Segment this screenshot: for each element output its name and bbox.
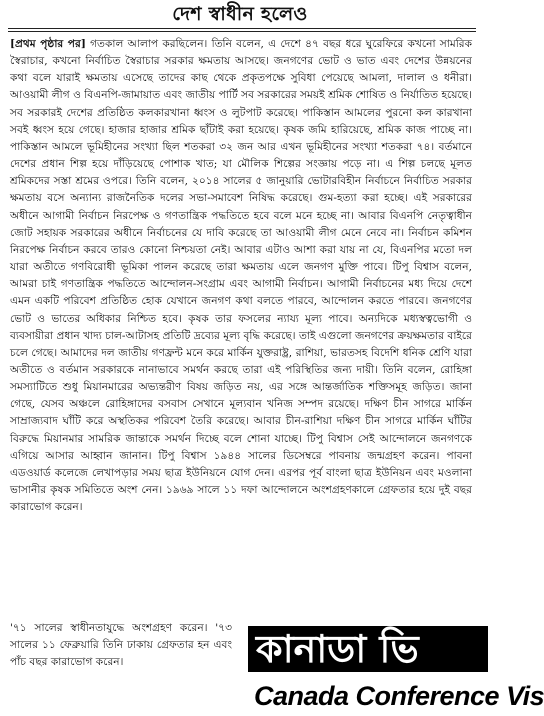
headline-rule-top: [8, 28, 476, 29]
advertisement-bengali-heading: কানাডা ভি: [248, 626, 488, 672]
advertisement: [248, 626, 544, 716]
headline-rule-bottom: [8, 31, 476, 32]
headline: দেশ স্বাধীন হলেও: [172, 3, 308, 25]
article-paragraph: [10, 36, 472, 516]
article-body: [10, 36, 472, 516]
article-tail: '৭১ সালের স্বাধীনতাযুদ্ধে অংশগ্রহণ করেন। '৭৩ সালের ১১ ফেব্রুয়ারি তিনি ঢাকায় গ্রেফতার হন এবং পাঁচ বছর কারাভোগ করেন।: [10, 622, 232, 669]
article-text: গতকাল আলাপ করছিলেন। তিনি বলেন, এ দেশে ৪৭ বছর ধরে ঘুরেফিরে কখনো সামরিক স্বৈরাচার, কখনো নির্বাচিত স্বৈরাচার সরকার ক্ষমতায় আসছে। জনগণের ভোট ও ভাত এবং দেশের উন্নয়নের কথা বলে যারাই ক্ষমতায় এসেছে তাদের কাছ থেকে প্রকৃতপক্ষে সুবিধা পেয়েছে আমলা, দালাল ও ধনীরা। আওয়ামী লীগ ও বিএনপি-জামায়াত এবং জাতীয় পার্টি সব সরকারের সময়ই শ্রমিক শোষিত ও নির্যাতিত হয়েছে। সব সরকারই দেশের প্রতিষ্ঠিত কলকারখানা ধ্বংস ও লুটপাট করেছে। পাকিস্তান আমলের পুরনো কল কারখানা সবই ধ্বংস হয়ে গেছে। হাজার হাজার শ্রমিক ছাঁটাই করা হয়েছে। কৃষক জমি হারিয়েছে, শ্রমিক কাজ পাচ্ছে না। পাকিস্তান আমলে ভূমিহীনের সংখ্যা ছিল শতকরা ৩২ জন আর এখন ভূমিহীনের সংখ্যা শতকরা ৭৪। বর্তমানে দেশের প্রধান শিল্প হয়ে দাঁড়িয়েছে পোশাক খাত; যা মৌলিক শিল্পের সংজ্ঞায় পড়ে না। এ শিল্প চলছে মূলত শ্রমিকদের সস্তা শ্রমের ওপরে। তিনি বলেন, ২০১৪ সালের ৫ জানুয়ারি ভোটারবিহীন নির্বাচনে নির্বাচিত সরকার ক্ষমতায় বসে অন্যান্য রাজনৈতিক দলের সভা-সমাবেশ নিষিদ্ধ করেছে। গুম-হত্যা করা হচ্ছে। এই সরকারের অধীনে আগামী নির্বাচন নিরপেক্ষ ও গণতান্ত্রিক পদ্ধতিতে হবে বলে মনে হচ্ছে না। আবার বিএনপি নেতৃত্বাধীন জোট সহায়ক সরকারের অধীনে নির্বাচনের যে দাবি করেছে তা আওয়ামী লীগ মেনে নেবে না। নির্বাচন কমিশন নিরপেক্ষ নির্বাচন করবে তারও কোনো নিশ্চয়তা নেই। আবার এটাও আশা করা যায় না যে, বিএনপির মতো দল যারা অতীতে গণবিরোধী ভূমিকা পালন করেছে তারা ক্ষমতায় এলে জনগণ মুক্তি পাবে। টিপু বিশ্বাস বলেন, আমরা চাই গণতান্ত্রিক পদ্ধতিতে আন্দোলন-সংগ্রাম এবং আগামী নির্বাচন। আগামী নির্বাচনের মধ্য দিয়ে দেশে এমন একটি পরিবেশ প্রতিষ্ঠিত হোক যেখানে জনগণ কথা বলতে পারবে, আন্দোলন করতে পারবে। জনগণের ভোট ও ভাতের অধিকার নিশ্চিত হবে। কৃষক তার ফসলের ন্যায্য মূল্য পাবে। অন্যদিকে মধ্যস্বত্বভোগী ও ব্যবসায়ীরা প্রধান খাদ্য চাল-আটাসহ প্রতিটি দ্রব্যের মূল্য বৃদ্ধি করেছে। তাই এগুলো জনগণের ক্রয়ক্ষমতার বাইরে চলে গেছে। আমাদের দল জাতীয় গণফ্রন্ট মনে করে মার্কিন যুক্তরাষ্ট্র, রাশিয়া, ভারতসহ বিদেশি ধনিক শ্রেণি যারা অতীতে ও বর্তমান সরকারকে নানাভাবে সমর্থন করছে তারা এই পরিস্থিতির জন্য দায়ী। তিনি বলেন, রোহিঙ্গা সমস্যাটিতে শুধু মিয়ানমারের অভ্যন্তরীণ বিষয় জড়িত নয়, এর সঙ্গে আন্তর্জাতিক শক্তিসমূহ জড়িত। জানা গেছে, যেসব অঞ্চলে রোহিঙ্গাদের বসবাস সেখানে মূল্যবান খনিজ সম্পদ রয়েছে। দক্ষিণ চীন সাগরে মার্কিন সাম্রাজ্যবাদ ঘাঁটি করে অস্থতিকর পরিবেশ তৈরি করেছে। আবার চীন-রাশিয়া দক্ষিণ চীন সাগরে মার্কিন ঘাঁটির বিরুদ্ধে মিয়ানমার সামরিক জান্তাকে সমর্থন দিচ্ছে বলে শোনা যাচ্ছে। টিপু বিশ্বাস সেই আন্দোলনে জনগণকে এগিয়ে আসার আহ্বান জানান। টিপু বিশ্বাস ১৯৪৪ সালের ডিসেম্বরে পাবনায় জন্মগ্রহণ করেন। পাবনা এডওয়ার্ড কলেজে লেখাপড়ার সময় ছাত্র ইউনিয়নে যোগ দেন। এরপর পূর্ব বাংলা ছাত্র ইউনিয়ন এবং মওলানা ভাসানীর কৃষক সমিতিতে অংশ নেন। ১৯৬৯ সালে ১১ দফা আন্দোলনে অংশগ্রহণকালে গ্রেফতার হয়ে দুই বছর কারাভোগ করেন।: [10, 38, 473, 514]
continuation-label: [প্রথম পৃষ্ঠার পর]: [10, 38, 86, 50]
advertisement-english-heading: Canada Conference Vis: [254, 681, 544, 711]
